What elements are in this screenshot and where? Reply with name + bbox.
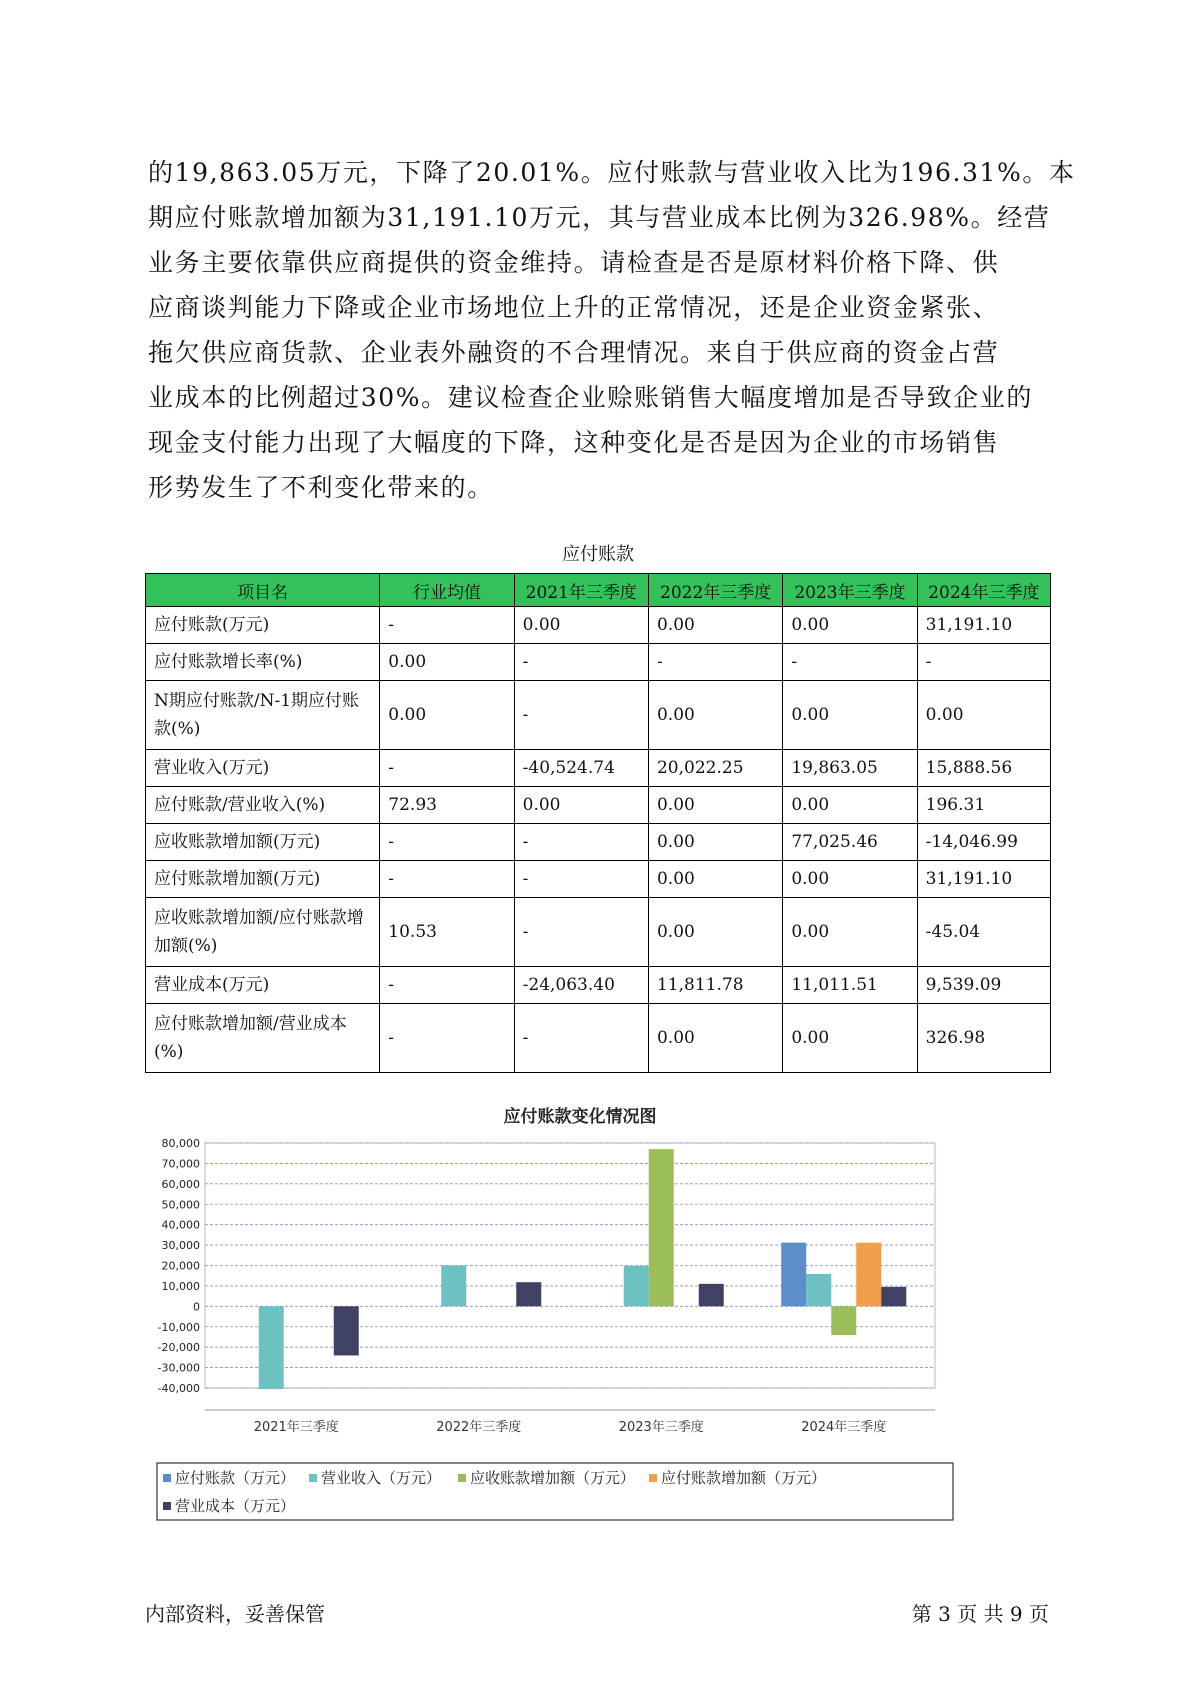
table-cell: 0.00: [783, 607, 917, 644]
table-cell: 326.98: [917, 1004, 1050, 1073]
table-cell: 19,863.05: [783, 750, 917, 787]
table-cell: -: [514, 1004, 648, 1073]
bar: [806, 1274, 831, 1306]
table-row: [146, 750, 1051, 787]
paragraph-line: 形势发生了不利变化带来的。: [148, 473, 494, 502]
legend-swatch: [458, 1474, 466, 1482]
bar: [516, 1282, 541, 1306]
table-cell: 0.00: [380, 644, 514, 681]
legend-label: 应收账款增加额（万元）: [470, 1469, 636, 1487]
paragraph-line: 业务主要依靠供应商提供的资金维持。请检查是否是原材料价格下降、供: [148, 248, 1000, 277]
x-tick-label: 2024年三季度: [801, 1420, 887, 1435]
legend-swatch: [309, 1474, 317, 1482]
table-cell: -: [380, 861, 514, 898]
table-cell: 0.00: [648, 787, 782, 824]
bar: [831, 1306, 856, 1335]
table-cell: -: [648, 644, 782, 681]
y-tick-label: 80,000: [161, 1137, 200, 1150]
legend-label: 应付账款（万元）: [175, 1469, 296, 1487]
table-cell: 0.00: [783, 681, 917, 750]
column-header: 2022年三季度: [648, 574, 782, 607]
table-cell: -: [514, 824, 648, 861]
paragraph-line: 业成本的比例超过30%。建议检查企业赊账销售大幅度增加是否导致企业的: [148, 383, 1033, 412]
y-tick-label: -40,000: [157, 1382, 200, 1395]
table-cell: -: [380, 750, 514, 787]
table-cell: 0.00: [648, 861, 782, 898]
table-row: [146, 1004, 1051, 1073]
bar: [624, 1266, 649, 1307]
table-cell: -: [514, 861, 648, 898]
table-cell: 9,539.09: [917, 967, 1050, 1004]
table-cell: 20,022.25: [648, 750, 782, 787]
legend-label: 营业成本（万元）: [175, 1497, 296, 1515]
table-row: [146, 967, 1051, 1004]
table-header-row: [146, 574, 1051, 607]
row-label: 应付账款增长率(%): [146, 644, 380, 681]
row-label: 应付账款(万元): [146, 607, 380, 644]
table-cell: 77,025.46: [783, 824, 917, 861]
y-tick-label: -10,000: [157, 1320, 200, 1334]
table-cell: -24,063.40: [514, 967, 648, 1004]
y-tick-label: 50,000: [161, 1198, 200, 1212]
table-cell: 0.00: [648, 824, 782, 861]
legend-swatch: [163, 1502, 171, 1510]
payables-chart: [145, 1085, 1051, 1540]
table-cell: 0.00: [648, 681, 782, 750]
paragraph-line: 应商谈判能力下降或企业市场地位上升的正常情况，还是企业资金紧张、: [148, 293, 1000, 322]
row-label: 营业成本(万元): [146, 967, 380, 1004]
x-tick-label: 2021年三季度: [253, 1420, 339, 1435]
table-cell: 0.00: [783, 787, 917, 824]
bar: [699, 1284, 724, 1306]
row-label: 应收账款增加额/应付账款增加额(%): [146, 898, 380, 967]
table-cell: 0.00: [783, 861, 917, 898]
paragraph-line: 的19,863.05万元，下降了20.01%。应付账款与营业收入比为196.31%。本: [148, 158, 1076, 187]
table-cell: 0.00: [783, 898, 917, 967]
footer-confidential: 内部资料，妥善保管: [145, 1602, 325, 1626]
table-cell: -: [514, 681, 648, 750]
bar: [441, 1265, 466, 1306]
body-paragraph: [148, 150, 1076, 510]
row-label: 应付账款增加额(万元): [146, 861, 380, 898]
table-cell: 10.53: [380, 898, 514, 967]
table-cell: -: [380, 824, 514, 861]
table-cell: 11,811.78: [648, 967, 782, 1004]
row-label: N期应付账款/N-1期应付账款(%): [146, 681, 380, 750]
table-cell: 31,191.10: [917, 861, 1050, 898]
x-tick-label: 2023年三季度: [618, 1420, 704, 1435]
row-label: 应付账款/营业收入(%): [146, 787, 380, 824]
y-tick-label: -20,000: [157, 1341, 200, 1355]
bar: [781, 1243, 806, 1307]
table-cell: 0.00: [514, 607, 648, 644]
column-header: 2023年三季度: [783, 574, 917, 607]
y-tick-label: 0: [193, 1300, 200, 1314]
row-label: 应收账款增加额(万元): [146, 824, 380, 861]
table-caption: 应付账款: [562, 544, 634, 565]
bar: [881, 1287, 906, 1306]
table-cell: 0.00: [648, 898, 782, 967]
table-cell: -45.04: [917, 898, 1050, 967]
table-cell: 0.00: [917, 681, 1050, 750]
paragraph-line: 期应付账款增加额为31,191.10万元，其与营业成本比例为326.98%。经营: [148, 203, 1051, 232]
table-row: [146, 607, 1051, 644]
table-cell: 0.00: [648, 607, 782, 644]
table-cell: 0.00: [648, 1004, 782, 1073]
legend-label: 营业收入（万元）: [321, 1469, 442, 1487]
table-cell: 0.00: [783, 1004, 917, 1073]
chart-title: 应付账款变化情况图: [503, 1107, 657, 1127]
bar: [649, 1149, 674, 1306]
column-header: 项目名: [146, 574, 380, 607]
y-tick-label: 60,000: [161, 1177, 200, 1191]
y-tick-label: 40,000: [161, 1218, 200, 1232]
legend-label: 应付账款增加额（万元）: [661, 1469, 827, 1487]
table-cell: -40,524.74: [514, 750, 648, 787]
column-header: 2021年三季度: [514, 574, 648, 607]
payables-table: [145, 573, 1051, 1073]
table-cell: 72.93: [380, 787, 514, 824]
table-row: [146, 644, 1051, 681]
table-cell: -: [514, 898, 648, 967]
table-cell: 15,888.56: [917, 750, 1050, 787]
row-label: 营业收入(万元): [146, 750, 380, 787]
table-cell: -: [514, 644, 648, 681]
y-tick-label: 30,000: [161, 1239, 200, 1253]
footer-page-number: 第 3 页 共 9 页: [911, 1602, 1049, 1626]
table-cell: -: [380, 1004, 514, 1073]
bar: [334, 1306, 359, 1355]
y-tick-label: 70,000: [161, 1157, 200, 1171]
legend-swatch: [163, 1474, 171, 1482]
y-tick-label: -30,000: [157, 1361, 200, 1375]
x-tick-label: 2022年三季度: [436, 1420, 522, 1435]
paragraph-line: 现金支付能力出现了大幅度的下降，这种变化是否是因为企业的市场销售: [148, 428, 1000, 457]
table-row: [146, 681, 1051, 750]
table-cell: -: [380, 607, 514, 644]
table-row: [146, 898, 1051, 967]
table-row: [146, 824, 1051, 861]
bar: [856, 1243, 881, 1307]
legend-swatch: [649, 1474, 657, 1482]
table-cell: -: [380, 967, 514, 1004]
table-cell: -14,046.99: [917, 824, 1050, 861]
y-tick-label: 20,000: [161, 1259, 200, 1273]
table-cell: 0.00: [380, 681, 514, 750]
column-header: 2024年三季度: [917, 574, 1050, 607]
table-cell: -: [783, 644, 917, 681]
bar: [259, 1306, 284, 1389]
table-cell: 0.00: [514, 787, 648, 824]
table-row: [146, 861, 1051, 898]
column-header: 行业均值: [380, 574, 514, 607]
table-row: [146, 787, 1051, 824]
paragraph-line: 拖欠供应商货款、企业表外融资的不合理情况。来自于供应商的资金占营: [148, 338, 1000, 367]
y-tick-label: 10,000: [161, 1279, 200, 1293]
table-cell: 196.31: [917, 787, 1050, 824]
table-cell: 31,191.10: [917, 607, 1050, 644]
table-cell: -: [917, 644, 1050, 681]
row-label: 应付账款增加额/营业成本(%): [146, 1004, 380, 1073]
table-cell: 11,011.51: [783, 967, 917, 1004]
